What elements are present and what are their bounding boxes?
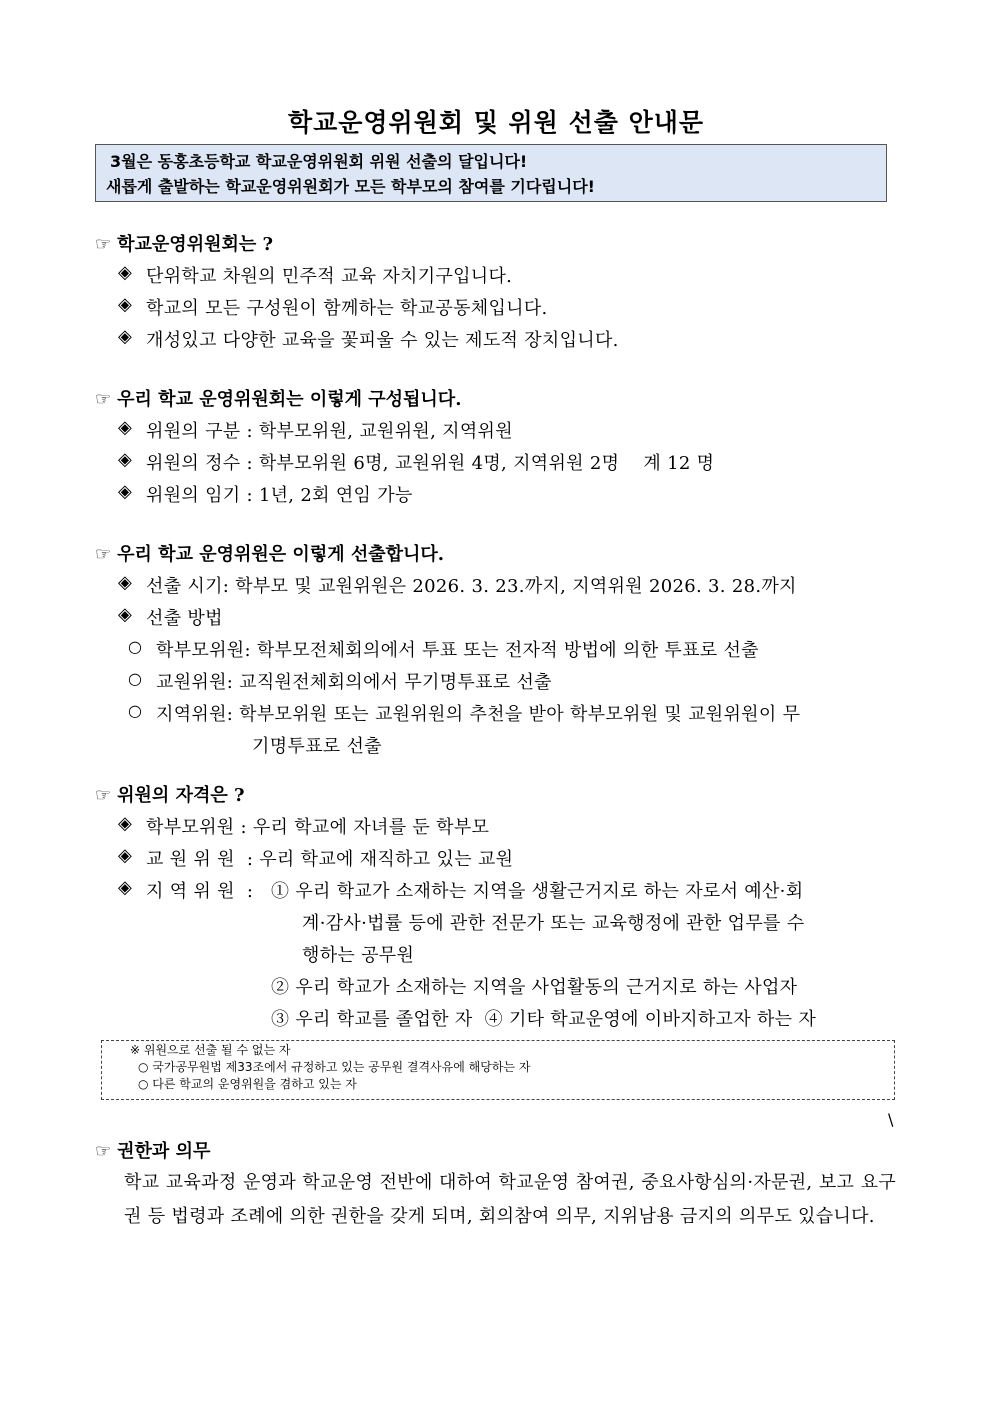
diamond-bullet-icon: ◈: [118, 813, 133, 834]
section-heading-4: [95, 781, 245, 807]
qualification-local-3: ③ 우리 학교를 졸업한 자 ④ 기타 학교운영에 이바지하고자 하는 자: [271, 1009, 817, 1030]
section-heading-3-text: 우리 학교 운영위원은 이렇게 선출합니다.: [117, 544, 445, 565]
section-heading-5-text: 권한과 의무: [117, 1141, 211, 1162]
pointing-hand-icon: ☞: [95, 1141, 112, 1162]
qualification-local-1a: ① 우리 학교가 소재하는 지역을 생활근거지로 하는 자로서 예산·회: [271, 881, 804, 902]
circle-bullet-icon: ○: [128, 637, 143, 656]
diamond-bullet-icon: ◈: [118, 262, 133, 283]
section-heading-2-text: 우리 학교 운영위원회는 이렇게 구성됩니다.: [117, 389, 462, 410]
notice-line-2: 새롭게 출발하는 학교운영위원회가 모든 학부모의 참여를 기다립니다!: [106, 177, 595, 196]
diamond-bullet-icon: ◈: [118, 877, 133, 898]
diamond-bullet-icon: ◈: [118, 294, 133, 315]
qualification-local-1c: 행하는 공무원: [302, 945, 415, 966]
notice-line-1: 3월은 동홍초등학교 학교운영위원회 위원 선출의 달입니다!: [110, 152, 528, 171]
circle-bullet-icon: ○: [128, 701, 143, 720]
rights-duties-paragraph: 학교 교육과정 운영과 학교운영 전반에 대하여 학교운영 참여권, 중요사항심의·자문권, 보고 요구권 등 법령과 조례에 의한 권한을 갖게 되며, 회의참여 의무, 지위남용 금지의 의무도 있습니다.: [124, 1172, 896, 1227]
diamond-bullet-icon: ◈: [118, 572, 133, 593]
stray-mark: \: [888, 1110, 894, 1129]
diamond-bullet-icon: ◈: [118, 604, 133, 625]
pointing-hand-icon: ☞: [95, 544, 112, 565]
document-page: 학교운영위원회 및 위원 선출 안내문 3월은 동홍초등학교 학교운영위원회 위원 선출의 달입니다! 새롭게 출발하는 학교운영위원회가 모든 학부모의 참여를 기다립니다! ☞ 학교운영위원회는 ? ◈ 단위학교 차원의 민주적 교육 자치기구입니다. ◈ 학교의 모든 구성원이 함께하는 학교공동체입니다. ◈ 개성있고 다양한 교육을 꽃피울 수 있는 제도적 장치입니다. ☞ 우리 학교 운영위원회는 이렇게 구성됩니다. ◈ 위원의 구분 : 학부모위원, 교원위원, 지역위원 ◈ 위원의 정수 : 학부모위원 6명, 교원위원 4명, 지역위원 2명 계 12 명 ◈ 위원의 임기 : 1년, 2회 연임 가능 ☞ 우리 학교 운영위원은 이렇게 선출합니다. ◈ 선출 시기: 학부모 및 교원위원은 2026. 3. 23.까지, 지역위원 2026. 3. 28.까지 ◈ 선출 방법 ○ 학부모위원: 학부모전체회의에서 투표 또는 전자적 방법에 의한 투표로 선출 ○ 교원위원: 교직원전체회의에서 무기명투표로 선출 ○ 지역위원: 학부모위원 또는 교원위원의 추천을 받아 학부모위원 및 교원위원이 무 기명투표로 선출 ☞ 위원의 자격은 ? ◈ 학부모위원 : 우리 학교에 자녀를 둔 학부모 ◈ 교 원 위 원 : 우리 학교에 재직하고 있는 교원 ◈ 지 역 위 원 : ① 우리 학교가 소재하는 지역을 생활근거지로 하는 자로서 예산·회 계·감사·법률 등에 관한 전문가 또는 교육행정에 관한 업무를 수 행하는 공무원 ② 우리 학교가 소재하는 지역을 사업활동의 근거지로 하는 사업자 ③ 우리 학교를 졸업한 자 ④ 기타 학교운영에 이바지하고자 하는 자 ※ 위원으로 선출 될 수 없는 자 ○ 국가공무원법 제33조에서 규정하고 있는 공무원 결격사유에 해당하는 자 ○ 다른 학교의 운영위원을 겸하고 있는 자 \ ☞ 권한과 의무 학교 교육과정 운영과 학교운영 전반에 대하여 학교운영 참여권, 중요사항심의·자문권, 보고 요구권 등 법령과 조례에 의한 권한을 갖게 되며, 회의참여 의무, 지위남용 금지의 의무도 있습니다.: [0, 0, 992, 1403]
pointing-hand-icon: ☞: [95, 785, 112, 806]
notice-box: [95, 144, 887, 202]
section-heading-1: [95, 230, 273, 256]
section-heading-3: [95, 540, 444, 566]
sub-list-item-continuation: 기명투표로 선출: [252, 736, 382, 757]
pointing-hand-icon: ☞: [95, 234, 112, 255]
qualification-local-2: ② 우리 학교가 소재하는 지역을 사업활동의 근거지로 하는 사업자: [271, 977, 798, 998]
diamond-bullet-icon: ◈: [118, 845, 133, 866]
page-title: 학교운영위원회 및 위원 선출 안내문: [287, 108, 705, 137]
diamond-bullet-icon: ◈: [118, 449, 133, 470]
ineligibility-title: ※ 위원으로 선출 될 수 없는 자: [130, 1043, 291, 1057]
diamond-bullet-icon: ◈: [118, 417, 133, 438]
qualification-local-1b: 계·감사·법률 등에 관한 전문가 또는 교육행정에 관한 업무를 수: [302, 913, 805, 934]
ineligibility-item: ○ 다른 학교의 운영위원을 겸하고 있는 자: [138, 1077, 357, 1091]
section-heading-2: [95, 385, 461, 411]
section-heading-5: [95, 1137, 210, 1163]
ineligibility-item: ○ 국가공무원법 제33조에서 규정하고 있는 공무원 결격사유에 해당하는 자: [138, 1060, 531, 1074]
section-heading-1-text: 학교운영위원회는 ?: [117, 234, 274, 255]
diamond-bullet-icon: ◈: [118, 326, 133, 347]
circle-bullet-icon: ○: [128, 669, 143, 688]
ineligibility-box: [101, 1040, 895, 1100]
diamond-bullet-icon: ◈: [118, 481, 133, 502]
pointing-hand-icon: ☞: [95, 389, 112, 410]
section-heading-4-text: 위원의 자격은 ?: [117, 785, 245, 806]
